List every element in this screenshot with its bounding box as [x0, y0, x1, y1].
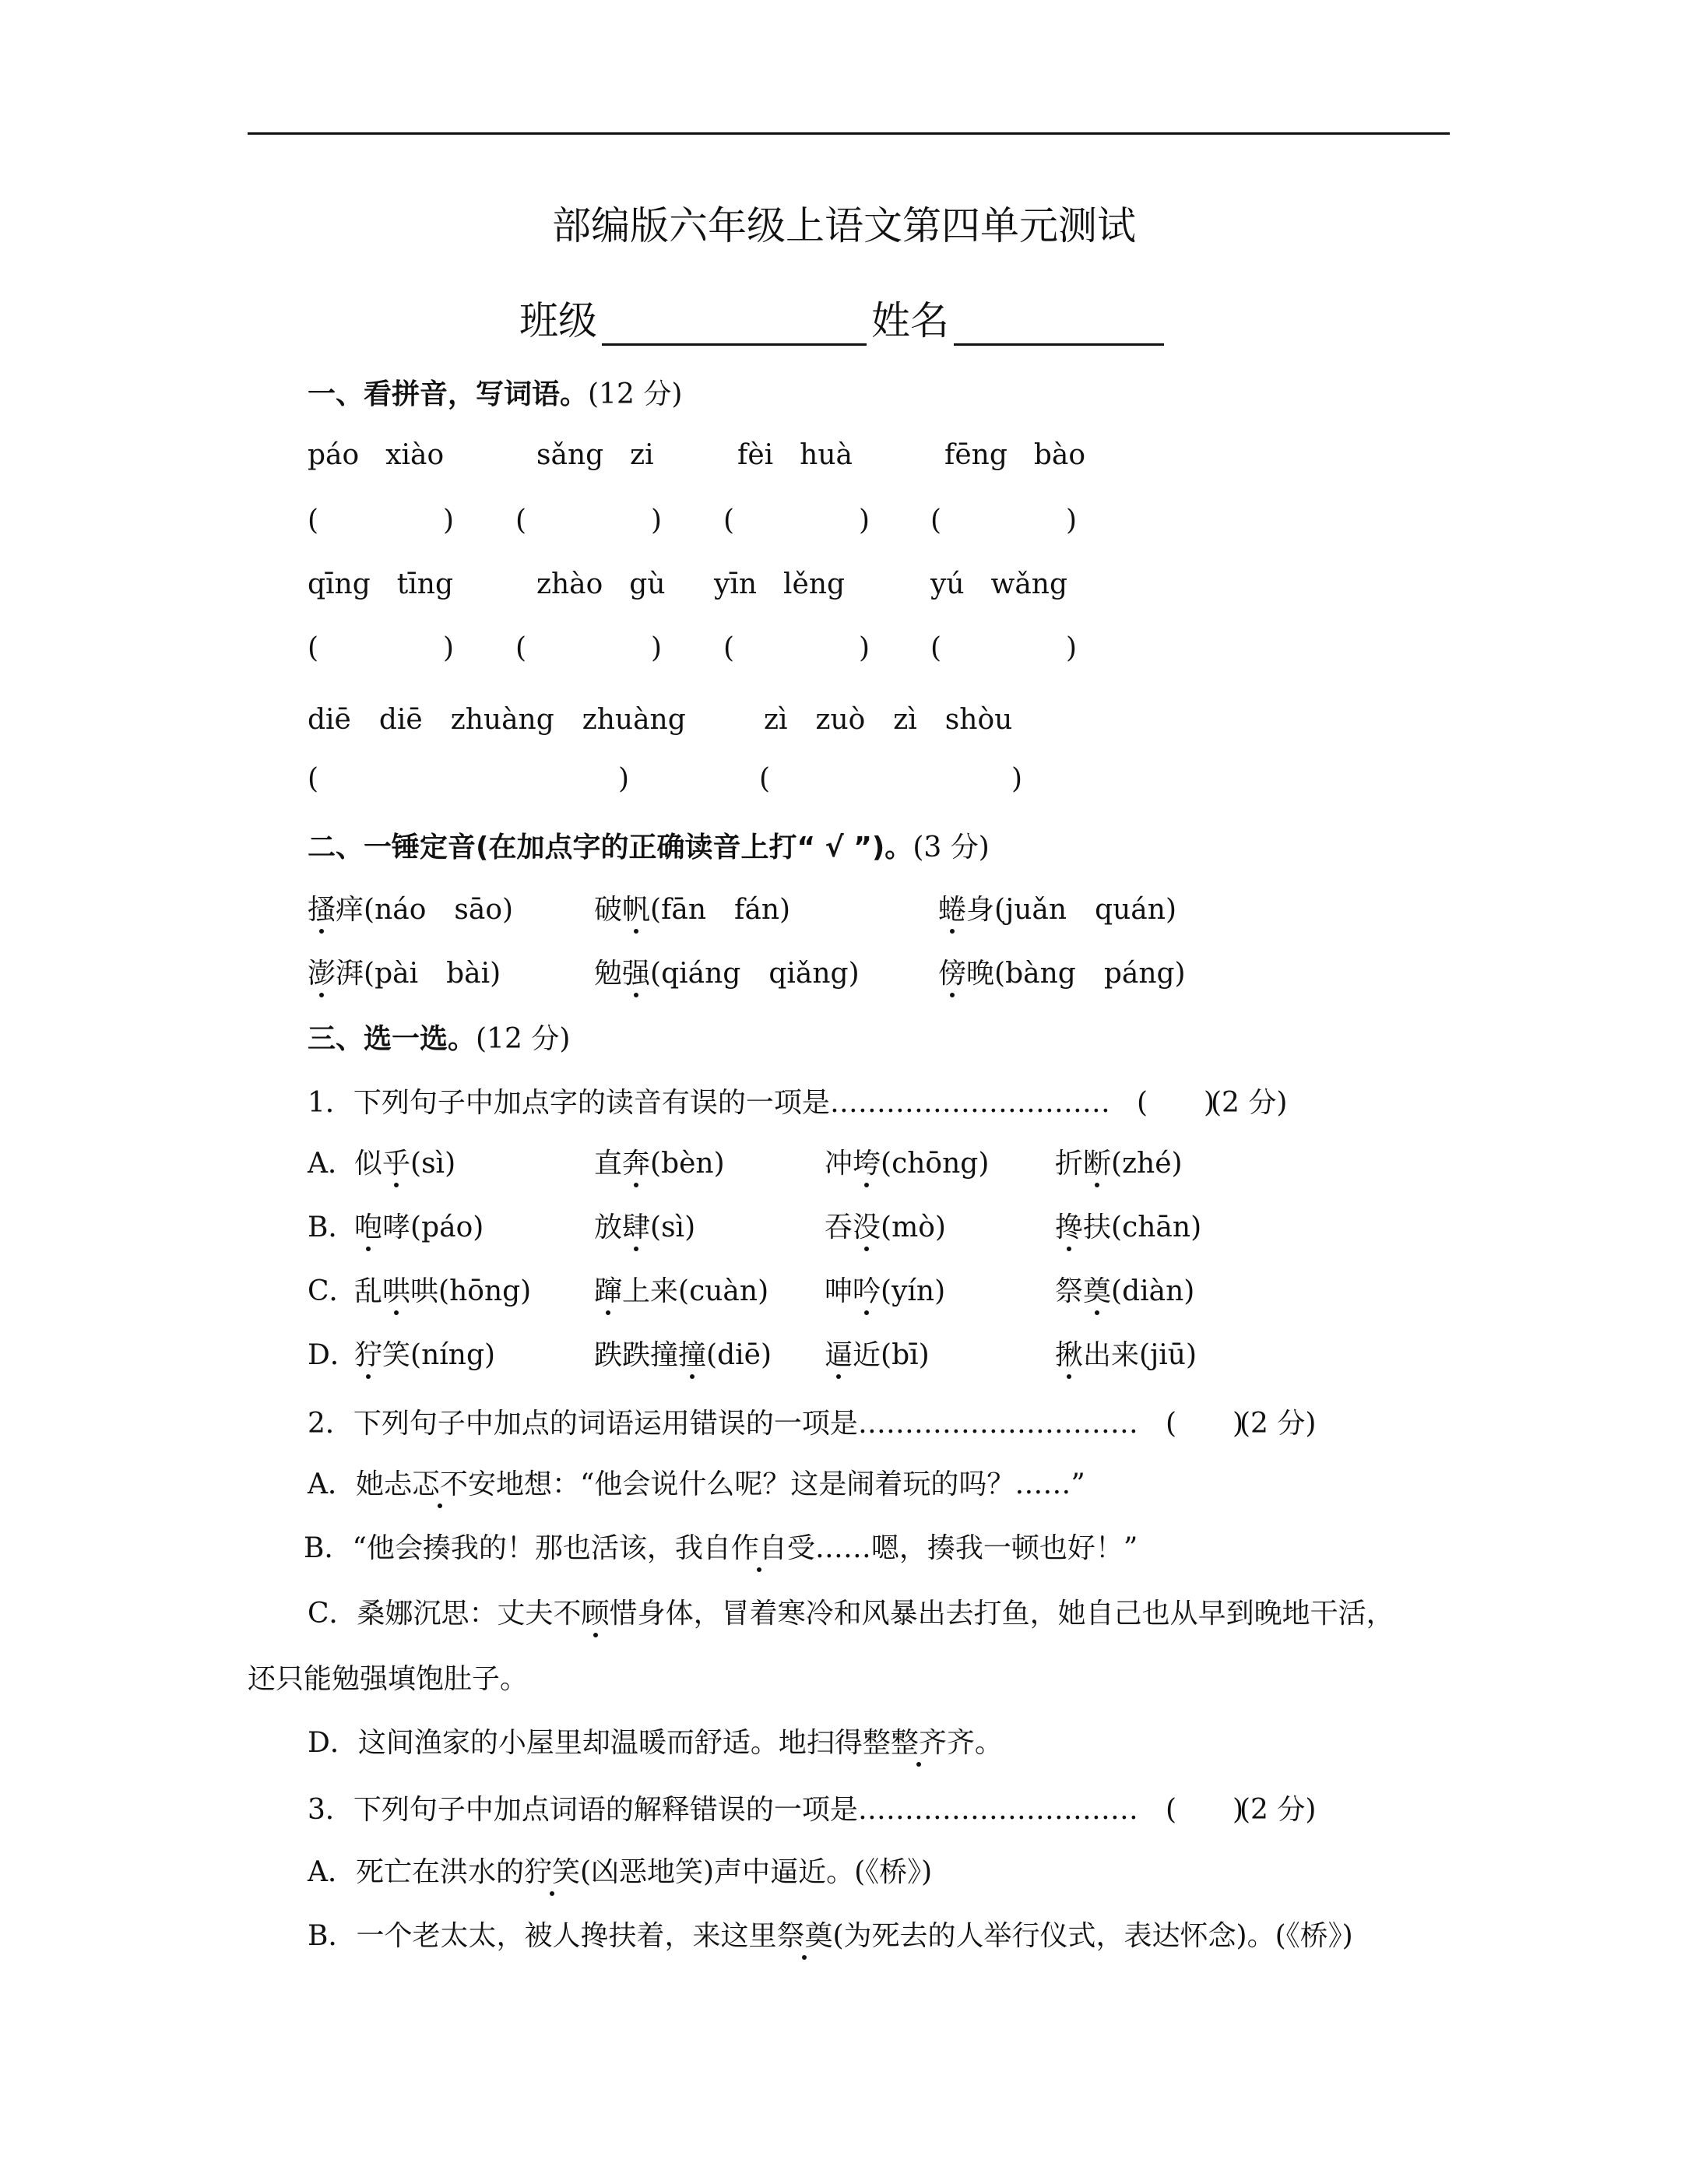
answer-box[interactable]: ( ): [515, 632, 663, 664]
answer-box[interactable]: ( ): [723, 505, 870, 536]
name-blank[interactable]: [954, 303, 1164, 346]
q1-stem: 1．下列句子中加点字的读音有误的一项是………………………… ( ) (2 分): [308, 1081, 1110, 1120]
q2-option-a[interactable]: A．她忐忑不安地想：“他会说什么呢？这是闹着玩的吗？……”: [308, 1462, 1085, 1502]
page-title: 部编版六年级上语文第四单元测试: [552, 203, 1136, 248]
answer-box[interactable]: ( ): [723, 632, 870, 664]
pron-item[interactable]: 破帆(fān fán): [594, 888, 790, 927]
pron-item[interactable]: 澎湃(pài bài): [308, 951, 501, 991]
section-1-heading: 一、看拼音，写词语。(12 分): [308, 378, 683, 410]
class-name-line: [0, 290, 1688, 346]
q2-option-d[interactable]: D．这间渔家的小屋里却温暖而舒适。地扫得整整齐齐。: [308, 1721, 1003, 1760]
header-rule: [248, 132, 1450, 135]
answer-box[interactable]: ( ): [308, 632, 455, 664]
q2-option-c[interactable]: C．桑娜沉思：丈夫不顾惜身体，冒着寒冷和风暴出去打鱼，她自己也从早到晚地干活，: [308, 1591, 1394, 1631]
answer-box[interactable]: ( ): [930, 505, 1078, 536]
class-blank[interactable]: [602, 303, 867, 346]
class-label: 班级: [519, 298, 597, 343]
q3-option-b[interactable]: B．一个老太太，被人搀扶着，来这里祭奠(为死去的人举行仪式，表达怀念)。(《桥》): [308, 1914, 1353, 1954]
answer-box[interactable]: ( ): [308, 505, 455, 536]
pron-item[interactable]: 搔痒(náo sāo): [308, 888, 513, 927]
q2-option-c-cont: 还只能勉强填饱肚子。: [248, 1663, 529, 1695]
pron-item[interactable]: 蜷身(juǎn quán): [938, 888, 1176, 927]
section-2-heading: 二、一锤定音(在加点字的正确读音上打“ √ ”)。(3 分): [308, 832, 990, 863]
name-label: 姓名: [871, 298, 949, 343]
q2-answer-paren[interactable]: ( ): [1166, 1408, 1244, 1440]
q1-answer-paren[interactable]: ( ): [1137, 1087, 1215, 1119]
q2-stem: 2．下列句子中加点的词语运用错误的一项是………………………… ( ) (2 分): [308, 1401, 1138, 1441]
q2-option-b[interactable]: B．“他会揍我的！那也活该，我自作自受……嗯，揍我一顿也好！”: [304, 1526, 1138, 1566]
pron-item[interactable]: 傍晚(bàng páng): [938, 951, 1186, 991]
answer-box[interactable]: ( ): [515, 505, 663, 536]
pron-item[interactable]: 勉强(qiáng qiǎng): [594, 951, 860, 991]
section-3-heading: 三、选一选。(12 分): [308, 1023, 571, 1055]
q3-option-a[interactable]: A．死亡在洪水的狞笑(凶恶地笑)声中逼近。(《桥》): [308, 1850, 932, 1890]
q3-stem: 3．下列句子中加点词语的解释错误的一项是………………………… ( ) (2 分): [308, 1788, 1138, 1827]
q3-answer-paren[interactable]: ( ): [1166, 1794, 1244, 1826]
answer-box[interactable]: ( ): [759, 763, 1023, 795]
answer-box[interactable]: ( ): [930, 632, 1078, 664]
answer-box[interactable]: ( ): [308, 763, 630, 795]
